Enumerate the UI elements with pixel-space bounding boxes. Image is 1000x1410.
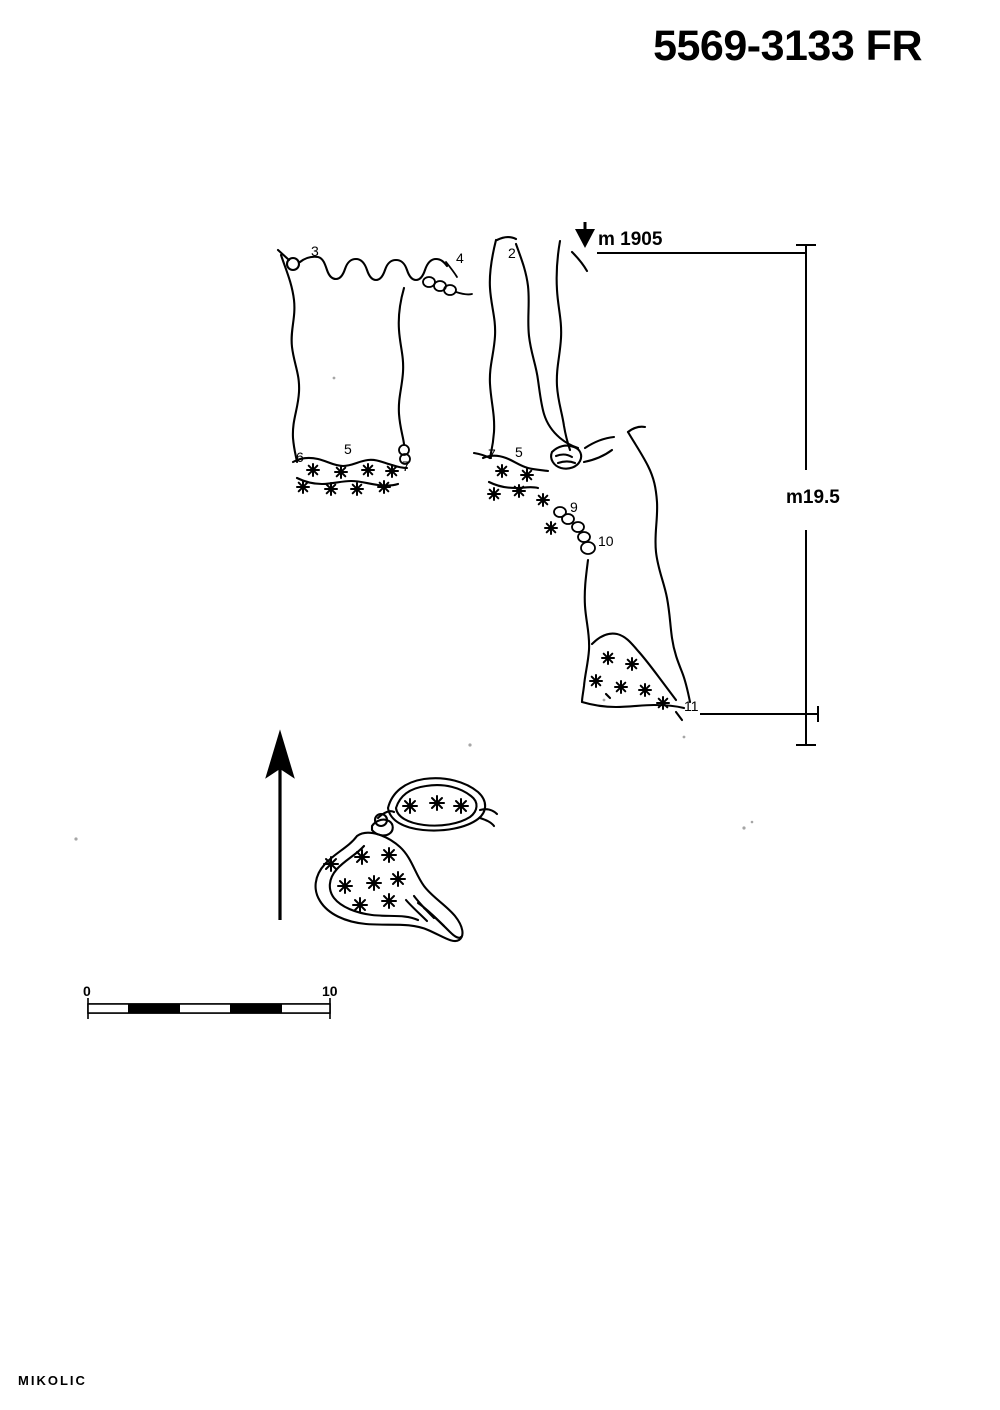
station-label-3: 3 (311, 243, 319, 259)
far-right-wall (628, 432, 690, 702)
rubble-symbols-plan (324, 796, 468, 912)
entrance-elevation-label: m 1905 (598, 229, 663, 250)
rubble-symbols-lower-chamber (590, 652, 669, 709)
left-shaft-left-wall (281, 255, 299, 462)
station-11-tick (676, 712, 682, 720)
depth-label: m19.5 (786, 487, 840, 508)
mid-chamber-detail-2 (558, 462, 575, 464)
rubble-symbols-left-chamber (297, 464, 398, 495)
scalebar-end-label: 10 (322, 983, 338, 999)
entrance-arrow-icon (575, 222, 595, 248)
mid-chamber-detail-1 (556, 455, 572, 457)
right-shaft-inner-wall (516, 244, 578, 448)
station-label-7-right: 7 (488, 446, 496, 462)
station-label-5-left: 5 (344, 441, 352, 457)
depth-scale-bracket (597, 245, 818, 745)
left-shaft-right-wall (399, 288, 404, 444)
page-title: 5569-3133 FR (653, 22, 922, 70)
station-3-tick (278, 250, 289, 260)
north-arrow-icon (268, 735, 292, 920)
left-shaft-ceiling (300, 257, 447, 280)
station-label-10: 10 (598, 533, 614, 549)
plan-upper-tail-2 (480, 818, 494, 826)
lower-chamber-tick (606, 694, 610, 698)
mid-chamber-link-2 (584, 450, 612, 462)
right-chamber-floor-lower (489, 482, 538, 488)
station-label-5-right: 5 (515, 444, 523, 460)
station-label-11: 11 (684, 698, 699, 714)
author-credit: MIKOLIC (18, 1373, 87, 1388)
station-label-9: 9 (570, 499, 578, 515)
station-label-7-left: 7 (402, 458, 410, 474)
mid-chamber-link (585, 437, 614, 448)
speckles (74, 377, 753, 841)
station-label-4: 4 (456, 250, 464, 266)
rubble-chain-4 (423, 262, 472, 295)
right-shaft-upper-tick (572, 252, 587, 271)
plan-tail-cross-1 (414, 896, 434, 918)
right-shaft-right-wall (557, 241, 570, 450)
right-shaft-left-wall (490, 240, 496, 458)
lower-passage-left-wall (582, 560, 589, 702)
far-right-wall-upper (628, 427, 645, 432)
scalebar-start-label: 0 (83, 983, 91, 999)
station-label-2: 2 (508, 245, 516, 261)
right-shaft-top-edge (497, 237, 516, 240)
mid-chamber-outline (551, 446, 581, 469)
station-label-6: 6 (296, 449, 304, 465)
profile-section (278, 237, 690, 720)
rubble-symbols-right-chamber (488, 465, 557, 534)
scale-bar (88, 998, 330, 1019)
